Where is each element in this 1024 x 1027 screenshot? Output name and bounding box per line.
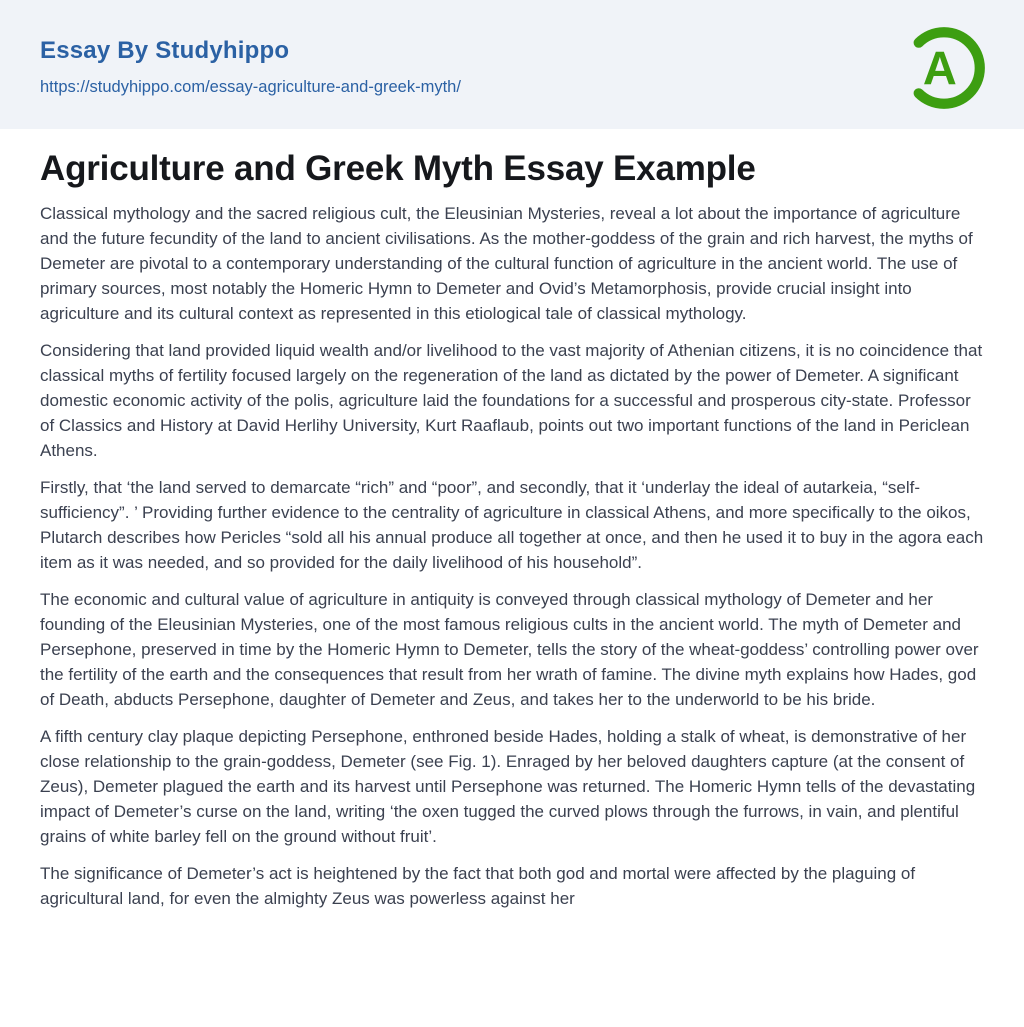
page-header	[0, 0, 1024, 129]
essay-paragraph-2: Considering that land provided liquid wealth and/or livelihood to the vast majority of Athenian citizens, it is no coincidence that classical myths of fertility focused largely on the regeneration of the land as dictated by the power of Demeter. A significant domestic economic activity of the polis, agriculture laid the foundations for a successful and prosperous city-state. Professor of Classics and History at David Herlihy University, Kurt Raaflaub, points out two important functions of the land in Periclean Athens.	[40, 341, 983, 461]
essay-paragraph-1: Classical mythology and the sacred religious cult, the Eleusinian Mysteries, reveal a lot about the importance of agriculture and the future fecundity of the land to ancient civilisations. As the mother-goddess of the grain and rich harvest, the myths of Demeter are pivotal to a contemporary understanding of the cultural function of agriculture in the ancient world. The use of primary sources, most notably the Homeric Hymn to Demeter and Ovid’s Metamorphosis, provide crucial insight into agriculture and its cultural context as represented in this etiological tale of classical mythology.	[40, 204, 973, 324]
essay-paragraph-4: The economic and cultural value of agriculture in antiquity is conveyed through classical mythology of Demeter and her founding of the Eleusinian Mysteries, one of the most famous religious cults in the ancient world. The myth of Demeter and Persephone, preserved in time by the Homeric Hymn to Demeter, tells the story of the wheat-goddess’ controlling power over the fertility of the earth and the consequences that result from her wrath of famine. The divine myth explains how Hades, god of Death, abducts Persephone, daughter of Demeter and Zeus, and takes her to the underworld to be his bride.	[40, 590, 979, 710]
site-title: Essay By Studyhippo	[40, 37, 290, 65]
logo-letter: A	[922, 40, 957, 94]
studyhippo-logo	[898, 22, 990, 114]
essay-paragraph-5: A fifth century clay plaque depicting Persephone, enthroned beside Hades, holding a stalk of wheat, is demonstrative of her close relationship to the grain-goddess, Demeter (see Fig. 1). Enraged by her beloved daughters capture (at the consent of Zeus), Demeter plagued the earth and its harvest until Persephone was returned. The Homeric Hymn tells of the devastating impact of Demeter’s curse on the land, writing ‘the oxen tugged the curved plows through the furrows, in vain, and plentiful grains of white barley fell on the ground without fruit’.	[40, 727, 976, 847]
essay-paragraph-6: The significance of Demeter’s act is heightened by the fact that both god and mortal were affected by the plaguing of agricultural land, for even the almighty Zeus was powerless against her	[40, 864, 916, 909]
essay-title: Agriculture and Greek Myth Essay Example	[40, 149, 756, 188]
arc-a-logo-icon	[898, 22, 990, 114]
essay-content	[0, 149, 1024, 911]
essay-paragraph-3: Firstly, that ‘the land served to demarcate “rich” and “poor”, and secondly, that it ‘underlay the ideal of autarkeia, “self-sufficiency”. ’ Providing further evidence to the centrality of agriculture in classical Athens, and more specifically to the oikos, Plutarch describes how Pericles “sold all his annual produce all together at once, and then he used it to buy in the agora each item as it was needed, and so provided for the daily livelihood of his household”.	[40, 478, 984, 573]
source-url-link[interactable]: https://studyhippo.com/essay-agriculture-and-greek-myth/	[40, 77, 461, 96]
header-text-block	[40, 38, 461, 96]
